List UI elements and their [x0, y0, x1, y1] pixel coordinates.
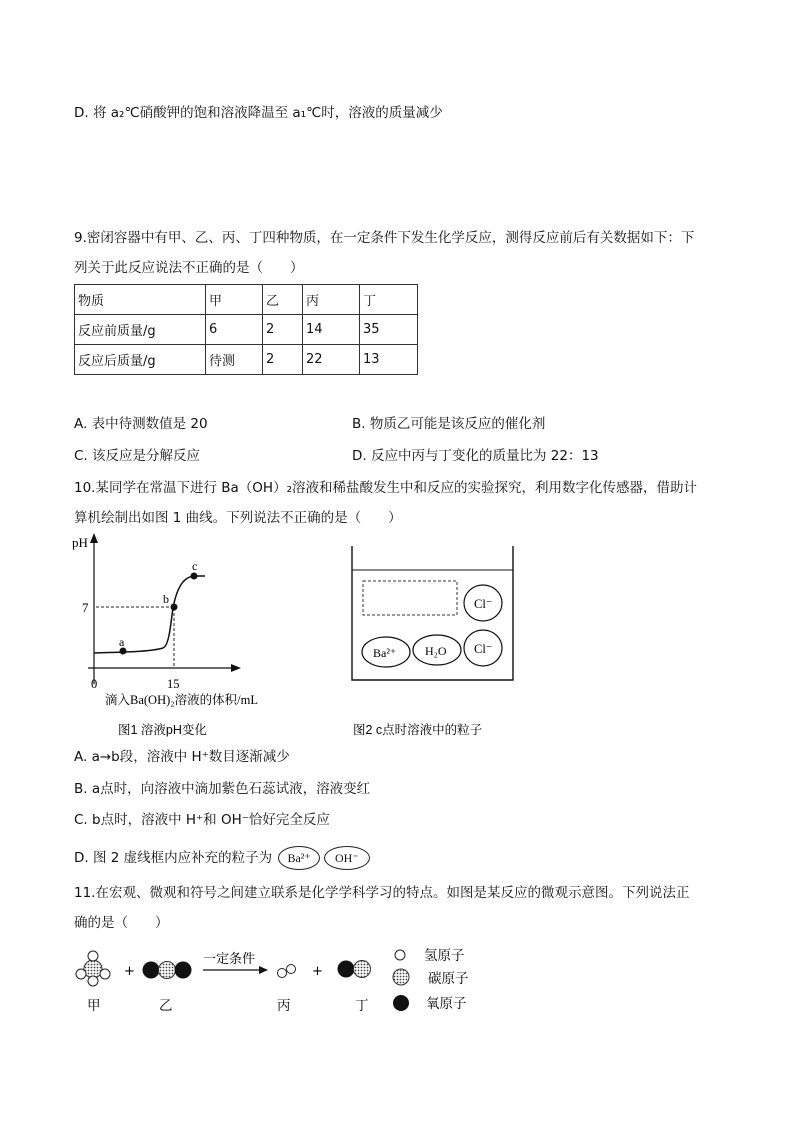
q8-option-d: D. 将 a₂℃硝酸钾的饱和溶液降温至 a₁℃时，溶液的质量减少 — [74, 105, 443, 121]
q10-stem-line2: 算机绘制出如图 1 曲线。下列说法不正确的是（ ） — [74, 510, 402, 526]
oxygen-atom — [175, 962, 192, 979]
y-axis-label: pH — [72, 535, 88, 550]
legend-hydrogen: 氢原子 — [424, 948, 465, 964]
table-cell: 14 — [303, 315, 360, 345]
label-bing: 丙 — [277, 998, 291, 1014]
plus-sign-1: + — [124, 964, 135, 979]
table-header-cell: 丁 — [360, 285, 418, 315]
x-tick-15: 15 — [167, 677, 180, 691]
x-tick-0: 0 — [91, 677, 98, 691]
plus-sign-2: + — [312, 964, 323, 979]
q9-option-d: D. 反应中丙与丁变化的质量比为 22：13 — [352, 448, 599, 464]
hydrogen-atom — [278, 969, 287, 978]
option-d-oh-particle: OH⁻ — [324, 846, 370, 870]
point-b-label: b — [163, 592, 169, 606]
carbon-atom — [84, 960, 102, 978]
q9-stem-line2: 列关于此反应说法不正确的是（ ） — [74, 260, 304, 276]
table-cell: 13 — [360, 345, 418, 375]
y-tick-7: 7 — [82, 600, 89, 615]
h2o-label: H₂O — [425, 644, 447, 658]
q10-option-b: B. a点时，向溶液中滴加紫色石蕊试液，溶液变红 — [74, 781, 371, 797]
table-cell: 待测 — [206, 345, 263, 375]
table-header-cell: 丙 — [303, 285, 360, 315]
table-cell: 6 — [206, 315, 263, 345]
q9-option-a: A. 表中待测数值是 20 — [74, 416, 208, 432]
label-ding: 丁 — [355, 998, 369, 1014]
legend-oxygen: 氧原子 — [426, 996, 467, 1012]
hydrogen-atom — [88, 951, 98, 961]
oxygen-atom — [143, 962, 160, 979]
q10-option-c: C. b点时，溶液中 H⁺和 OH⁻恰好完全反应 — [74, 812, 330, 828]
carbon-atom — [354, 961, 371, 978]
fig2-caption: 图2 c点时溶液中的粒子 — [353, 723, 483, 737]
molecule-yi — [143, 962, 192, 979]
table-cell: 22 — [303, 345, 360, 375]
point-a-label: a — [119, 635, 125, 649]
q10-option-a: A. a→b段，溶液中 H⁺数目逐渐减少 — [74, 749, 290, 765]
table-cell: 2 — [263, 345, 303, 375]
arrow-head-icon — [259, 966, 268, 974]
carbon-atom — [159, 962, 176, 979]
table-header-cell: 乙 — [263, 285, 303, 315]
q10-stem-line1: 10.某同学在常温下进行 Ba（OH）₂溶液和稀盐酸发生中和反应的实验探究，利用数字化传感器，借助计 — [74, 480, 697, 496]
q9-option-c: C. 该反应是分解反应 — [74, 448, 201, 464]
hydrogen-atom — [76, 969, 86, 979]
reaction-condition: 一定条件 — [203, 952, 256, 967]
label-jia: 甲 — [87, 998, 101, 1014]
point-c-label: c — [192, 559, 198, 573]
q9-stem-line1: 9.密闭容器中有甲、乙、丙、丁四种物质，在一定条件下发生化学反应，测得反应前后有关数据如下：下 — [74, 230, 695, 246]
fig1-caption: 图1 溶液pH变化 — [118, 723, 207, 737]
ba-label: Ba²⁺ — [373, 646, 397, 660]
hydrogen-legend-icon — [395, 950, 405, 960]
table-cell: 2 — [263, 315, 303, 345]
table-cell: 反应前质量/g — [75, 315, 206, 345]
oxygen-legend-icon — [393, 995, 409, 1011]
table-cell: 35 — [360, 315, 418, 345]
table-header-cell: 物质 — [75, 285, 206, 315]
molecule-ding — [338, 961, 371, 978]
x-axis-label: 滴入Ba(OH)₂溶液的体积/mL — [105, 693, 258, 707]
legend-carbon: 碳原子 — [428, 971, 469, 987]
q9-option-b: B. 物质乙可能是该反应的催化剂 — [352, 416, 546, 432]
carbon-legend-icon — [393, 969, 409, 985]
table-header-cell: 甲 — [206, 285, 263, 315]
q11-stem-line1: 11.在宏观、微观和符号之间建立联系是化学学科学习的特点。如图是某反应的微观示意图。下列说法正 — [74, 885, 690, 901]
label-yi: 乙 — [159, 998, 173, 1014]
cl-bottom-label: Cl⁻ — [474, 642, 493, 656]
option-d-ba-particle: Ba²⁺ — [278, 846, 319, 870]
q10-option-d-text: D. 图 2 虚线框内应补充的粒子为 — [74, 850, 273, 866]
oxygen-atom — [338, 961, 355, 978]
table-cell: 反应后质量/g — [75, 345, 206, 375]
cl-top-label: Cl⁻ — [474, 597, 493, 611]
hydrogen-atom — [88, 976, 98, 986]
q11-stem-line2: 确的是（ ） — [74, 915, 169, 931]
hydrogen-atom — [100, 969, 110, 979]
hydrogen-atom — [287, 965, 296, 974]
molecule-jia — [76, 951, 110, 986]
molecule-bing — [278, 965, 296, 978]
atom-legend — [393, 948, 469, 1012]
